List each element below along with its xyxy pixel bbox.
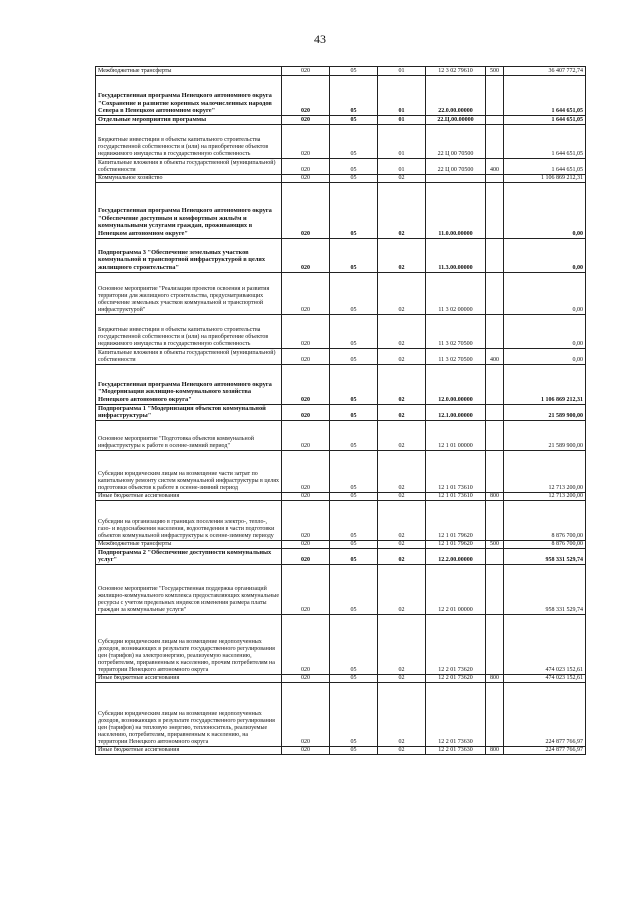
- row-expense-type: 400: [486, 158, 504, 174]
- row-expense-type: [486, 124, 504, 158]
- row-admin-code: 020: [282, 540, 330, 548]
- row-subsection: 02: [378, 674, 426, 682]
- row-expense-type: [486, 450, 504, 492]
- row-subsection: 02: [378, 564, 426, 614]
- table-row: [96, 540, 586, 548]
- row-amount: 1 644 651,05: [504, 124, 586, 158]
- row-section: 05: [330, 272, 378, 314]
- table-row: [96, 492, 586, 500]
- row-section: 05: [330, 682, 378, 746]
- row-expense-type: 500: [486, 540, 504, 548]
- row-section: 05: [330, 364, 378, 404]
- row-admin-code: 020: [282, 158, 330, 174]
- row-target-article: 12 1 01 79620: [426, 540, 486, 548]
- page-number: 43: [314, 32, 326, 46]
- row-target-article: 12 1 01 79620: [426, 500, 486, 540]
- row-name: Субсидии на организацию в границах поселения электро-, тепло-, газо- и водоснабжения населения, водоотведения в части подготовки объектов коммунальной инфраструктуры к осенне-зимнему периоду: [96, 500, 282, 540]
- row-expense-type: [486, 500, 504, 540]
- table-row: [96, 182, 586, 238]
- row-expense-type: [486, 272, 504, 314]
- row-name: Иные бюджетные ассигнования: [96, 674, 282, 682]
- row-admin-code: 020: [282, 124, 330, 158]
- row-target-article: 11.0.00.00000: [426, 182, 486, 238]
- row-amount: 12 713 200,00: [504, 492, 586, 500]
- row-target-article: 22.Ц.00.00000: [426, 116, 486, 125]
- row-subsection: 02: [378, 492, 426, 500]
- table-row: [96, 564, 586, 614]
- row-admin-code: 020: [282, 174, 330, 182]
- row-section: 05: [330, 67, 378, 76]
- row-target-article: 12 2 01 00000: [426, 564, 486, 614]
- row-target-article: 22 Ц 00 70500: [426, 158, 486, 174]
- row-subsection: 02: [378, 450, 426, 492]
- row-admin-code: 020: [282, 76, 330, 116]
- row-amount: 0,00: [504, 238, 586, 272]
- row-expense-type: [486, 682, 504, 746]
- row-target-article: 22.0.00.00000: [426, 76, 486, 116]
- row-section: 05: [330, 238, 378, 272]
- row-target-article: 12 3 02 79610: [426, 67, 486, 76]
- row-section: 05: [330, 182, 378, 238]
- row-target-article: 12.0.00.00000: [426, 364, 486, 404]
- row-admin-code: 020: [282, 746, 330, 754]
- row-admin-code: 020: [282, 564, 330, 614]
- row-name: Субсидии юридическим лицам на возмещение недополученных доходов, возникающих в результате государственного регулирования цен (тарифов) на тепловую энергию, теплоноситель, реализуемые населению, потребителям, приравненным к населению, на территории Ненецкого автономного округа: [96, 682, 282, 746]
- row-name: Бюджетные инвестиции в объекты капитального строительства государственной собственности и (или) на приобретение объектов недвижимого имущества в государственную собственность: [96, 314, 282, 348]
- row-subsection: 01: [378, 67, 426, 76]
- row-subsection: 02: [378, 174, 426, 182]
- row-amount: 0,00: [504, 348, 586, 364]
- row-target-article: 11.3.00.00000: [426, 238, 486, 272]
- row-admin-code: 020: [282, 492, 330, 500]
- row-expense-type: 400: [486, 348, 504, 364]
- row-subsection: 01: [378, 76, 426, 116]
- row-admin-code: 020: [282, 348, 330, 364]
- row-section: 05: [330, 492, 378, 500]
- table-row: [96, 116, 586, 125]
- row-amount: 224 877 766,97: [504, 746, 586, 754]
- row-target-article: 12 2 01 73620: [426, 674, 486, 682]
- table-row: [96, 404, 586, 420]
- row-name: Субсидии юридическим лицам на возмещение недополученных доходов, возникающих в результате государственного регулирования цен (тарифов) на электроэнергию, реализуемую населению, потребителям, приравненным к населению, прочим потребителям на территории Ненецкого автономного округа: [96, 614, 282, 674]
- row-subsection: 01: [378, 158, 426, 174]
- row-amount: 1 106 869 212,31: [504, 174, 586, 182]
- row-name: Государственная программа Ненецкого автономного округа "Обеспечение доступным и комфортным жильём и коммунальными услугами граждан, проживающих в Ненецком автономном округе": [96, 182, 282, 238]
- row-name: Иные бюджетные ассигнования: [96, 746, 282, 754]
- row-expense-type: [486, 174, 504, 182]
- table-row: [96, 746, 586, 754]
- row-expense-type: [486, 364, 504, 404]
- table-row: [96, 500, 586, 540]
- row-amount: 21 589 900,00: [504, 420, 586, 450]
- row-section: 05: [330, 124, 378, 158]
- row-name: Основное мероприятие "Подготовка объектов коммунальной инфраструктуры к работе в осенне-зимний период": [96, 420, 282, 450]
- table-row: [96, 364, 586, 404]
- row-name: Бюджетные инвестиции в объекты капитального строительства государственной собственности и (или) на приобретение объектов недвижимого имущества в государственную собственность: [96, 124, 282, 158]
- row-name: Подпрограмма 1 "Модернизация объектов коммунальной инфраструктуры": [96, 404, 282, 420]
- row-subsection: 02: [378, 746, 426, 754]
- row-section: 05: [330, 746, 378, 754]
- row-section: 05: [330, 500, 378, 540]
- row-subsection: 02: [378, 364, 426, 404]
- row-target-article: [426, 174, 486, 182]
- table-row: [96, 450, 586, 492]
- row-subsection: 01: [378, 124, 426, 158]
- row-admin-code: 020: [282, 614, 330, 674]
- row-name: Государственная программа Ненецкого автономного округа "Сохранение и развитие коренных малочисленных народов Севера в Ненецком автономном округе": [96, 76, 282, 116]
- row-target-article: 22 Ц 00 70500: [426, 124, 486, 158]
- row-amount: 0,00: [504, 182, 586, 238]
- row-name: Межбюджетные трансферты: [96, 67, 282, 76]
- row-target-article: 12 2 01 73630: [426, 746, 486, 754]
- row-expense-type: [486, 548, 504, 564]
- row-subsection: 02: [378, 548, 426, 564]
- row-expense-type: [486, 76, 504, 116]
- row-admin-code: 020: [282, 116, 330, 125]
- row-admin-code: 020: [282, 450, 330, 492]
- row-target-article: 12 1 01 00000: [426, 420, 486, 450]
- row-section: 05: [330, 614, 378, 674]
- budget-table-body: [96, 67, 586, 755]
- row-admin-code: 020: [282, 238, 330, 272]
- row-subsection: 02: [378, 682, 426, 746]
- row-amount: 1 644 651,05: [504, 158, 586, 174]
- table-row: [96, 272, 586, 314]
- row-expense-type: [486, 404, 504, 420]
- row-name: Основное мероприятие "Государственная поддержка организаций жилищно-коммунального комплекса предоставляющих коммунальные ресурсы с учетом предельных индексов изменения размера платы граждан за коммунальные услуги": [96, 564, 282, 614]
- row-admin-code: 020: [282, 548, 330, 564]
- row-name: Подпрограмма 3 "Обеспечение земельных участков коммунальной и транспортной инфраструктурой в целях жилищного строительства": [96, 238, 282, 272]
- row-amount: 958 331 529,74: [504, 548, 586, 564]
- row-amount: 1 106 869 212,31: [504, 364, 586, 404]
- row-admin-code: 020: [282, 364, 330, 404]
- row-admin-code: 020: [282, 67, 330, 76]
- row-subsection: 02: [378, 314, 426, 348]
- row-section: 05: [330, 548, 378, 564]
- row-subsection: 01: [378, 116, 426, 125]
- row-expense-type: [486, 238, 504, 272]
- row-subsection: 02: [378, 404, 426, 420]
- row-amount: 8 876 700,00: [504, 540, 586, 548]
- table-row: [96, 238, 586, 272]
- row-amount: 0,00: [504, 314, 586, 348]
- row-name: Государственная программа Ненецкого автономного округа "Модернизация жилищно-коммунального хозяйства Ненецкого автономного округа": [96, 364, 282, 404]
- row-name: Капитальные вложения в объекты государственной (муниципальной) собственности: [96, 158, 282, 174]
- row-section: 05: [330, 564, 378, 614]
- row-name: Субсидии юридическим лицам на возмещение части затрат по капитальному ремонту систем коммунальной инфраструктуры в целях подготовки объектов к работе в осенне-зимний период: [96, 450, 282, 492]
- row-admin-code: 020: [282, 182, 330, 238]
- row-section: 05: [330, 314, 378, 348]
- row-admin-code: 020: [282, 674, 330, 682]
- row-admin-code: 020: [282, 314, 330, 348]
- row-target-article: 12.1.00.00000: [426, 404, 486, 420]
- table-row: [96, 67, 586, 76]
- row-section: 05: [330, 540, 378, 548]
- row-subsection: 02: [378, 182, 426, 238]
- row-name: Иные бюджетные ассигнования: [96, 492, 282, 500]
- table-row: [96, 174, 586, 182]
- row-expense-type: [486, 564, 504, 614]
- table-row: [96, 76, 586, 116]
- table-row: [96, 348, 586, 364]
- row-section: 05: [330, 450, 378, 492]
- row-name: Основное мероприятие "Реализация проектов освоения и развития территории для жилищного строительства, предусматривающих обеспечение земельных участков коммунальной и транспортной инфраструктурой": [96, 272, 282, 314]
- row-admin-code: 020: [282, 420, 330, 450]
- row-subsection: 02: [378, 348, 426, 364]
- row-expense-type: [486, 614, 504, 674]
- row-admin-code: 020: [282, 682, 330, 746]
- row-admin-code: 020: [282, 272, 330, 314]
- table-row: [96, 314, 586, 348]
- row-amount: 21 589 900,00: [504, 404, 586, 420]
- row-section: 05: [330, 674, 378, 682]
- row-target-article: 12 1 01 73610: [426, 450, 486, 492]
- row-amount: 1 644 651,05: [504, 116, 586, 125]
- table-row: [96, 682, 586, 746]
- row-target-article: 12.2.00.00000: [426, 548, 486, 564]
- row-amount: 8 876 700,00: [504, 500, 586, 540]
- row-subsection: 02: [378, 272, 426, 314]
- row-subsection: 02: [378, 420, 426, 450]
- row-subsection: 02: [378, 500, 426, 540]
- row-name: Отдельные мероприятия программы: [96, 116, 282, 125]
- budget-table: [95, 66, 586, 755]
- table-row: [96, 614, 586, 674]
- row-target-article: 11 3 02 00000: [426, 272, 486, 314]
- row-expense-type: 800: [486, 746, 504, 754]
- row-subsection: 02: [378, 614, 426, 674]
- row-expense-type: [486, 314, 504, 348]
- row-section: 05: [330, 404, 378, 420]
- row-target-article: 11 3 02 70500: [426, 314, 486, 348]
- row-name: Капитальные вложения в объекты государственной (муниципальной) собственности: [96, 348, 282, 364]
- row-expense-type: [486, 182, 504, 238]
- row-amount: 1 644 651,05: [504, 76, 586, 116]
- row-admin-code: 020: [282, 404, 330, 420]
- table-row: [96, 548, 586, 564]
- row-expense-type: [486, 420, 504, 450]
- row-amount: 36 407 772,74: [504, 67, 586, 76]
- row-target-article: 12 2 01 73620: [426, 614, 486, 674]
- row-amount: 12 713 200,00: [504, 450, 586, 492]
- row-subsection: 02: [378, 238, 426, 272]
- row-name: Коммунальное хозяйство: [96, 174, 282, 182]
- row-amount: 224 877 766,97: [504, 682, 586, 746]
- row-section: 05: [330, 158, 378, 174]
- row-subsection: 02: [378, 540, 426, 548]
- table-row: [96, 158, 586, 174]
- row-target-article: 12 1 01 73610: [426, 492, 486, 500]
- table-row: [96, 674, 586, 682]
- row-section: 05: [330, 116, 378, 125]
- table-row: [96, 420, 586, 450]
- row-expense-type: [486, 116, 504, 125]
- row-amount: 0,00: [504, 272, 586, 314]
- row-expense-type: 500: [486, 67, 504, 76]
- row-target-article: 12 2 01 73630: [426, 682, 486, 746]
- row-admin-code: 020: [282, 500, 330, 540]
- row-target-article: 11 3 02 70500: [426, 348, 486, 364]
- row-amount: 958 331 529,74: [504, 564, 586, 614]
- row-name: Межбюджетные трансферты: [96, 540, 282, 548]
- table-row: [96, 124, 586, 158]
- row-amount: 474 023 152,61: [504, 674, 586, 682]
- row-section: 05: [330, 76, 378, 116]
- row-expense-type: 800: [486, 674, 504, 682]
- row-amount: 474 023 152,61: [504, 614, 586, 674]
- row-section: 05: [330, 420, 378, 450]
- row-expense-type: 800: [486, 492, 504, 500]
- row-section: 05: [330, 348, 378, 364]
- row-name: Подпрограмма 2 "Обеспечение доступности коммунальных услуг": [96, 548, 282, 564]
- row-section: 05: [330, 174, 378, 182]
